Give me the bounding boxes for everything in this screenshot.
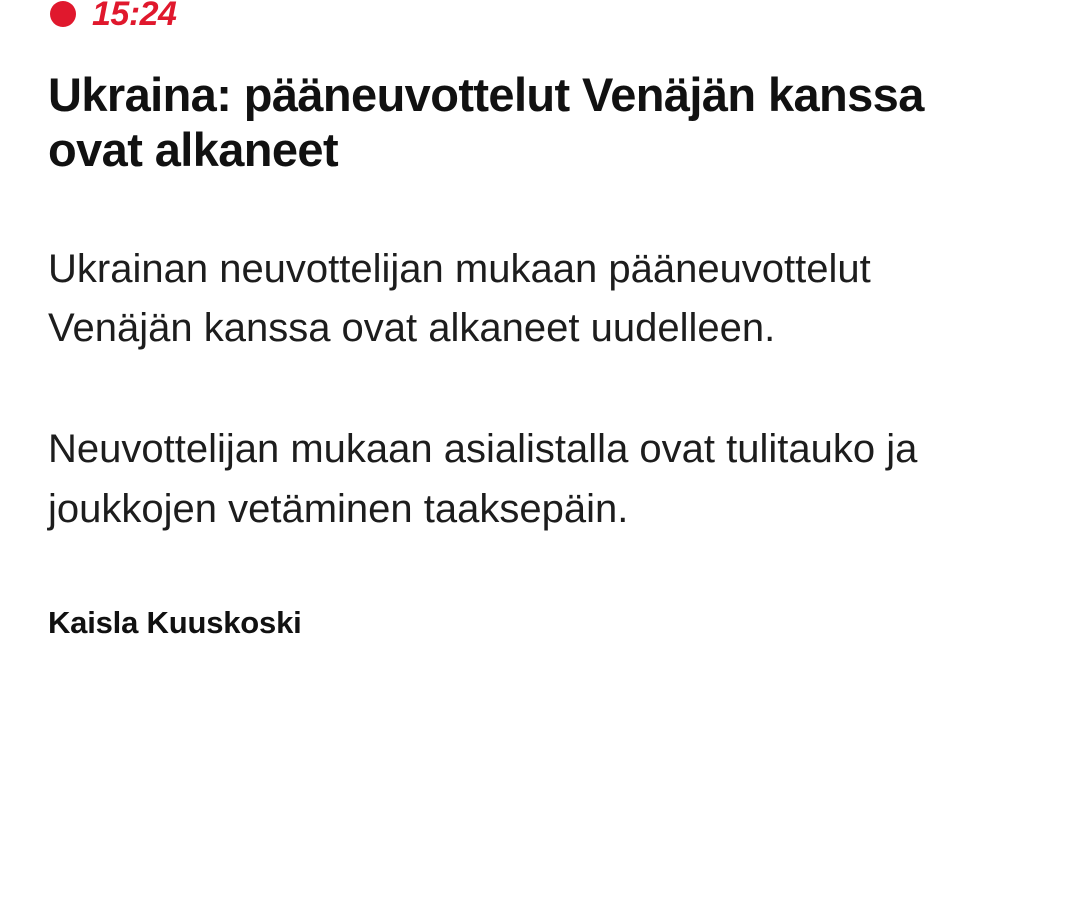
article-paragraph-2: Neuvottelijan mukaan asialistalla ovat tulitauko ja joukkojen vetäminen taaksepäin. (48, 427, 918, 531)
timestamp-row (48, 0, 980, 34)
live-dot-icon (50, 1, 76, 27)
article-byline: Kaisla Kuuskoski (48, 604, 302, 640)
article-paragraph-1: Ukrainan neuvottelijan mukaan pääneuvottelut Venäjän kanssa ovat alkaneet uudelleen. (48, 246, 871, 351)
article-timestamp: 15:24 (92, 0, 177, 33)
article-headline: Ukraina: pääneuvottelut Venäjän kanssa ovat alkaneet (48, 68, 924, 176)
